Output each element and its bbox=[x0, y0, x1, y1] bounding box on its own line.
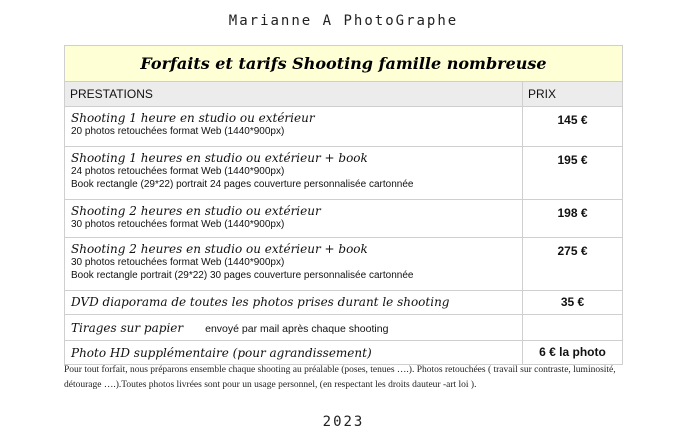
service-cell bbox=[65, 291, 523, 315]
column-header-prestations: PRESTATIONS bbox=[65, 82, 523, 107]
price-cell-empty bbox=[523, 315, 623, 341]
service-name: Shooting 1 heure en studio ou extérieur bbox=[71, 111, 315, 125]
price-cell: 35 € bbox=[523, 291, 623, 315]
table-row bbox=[65, 341, 623, 365]
service-name: Photo HD supplémentaire (pour agrandissement) bbox=[71, 345, 372, 360]
service-detail: 24 photos retouchées format Web (1440*900px) bbox=[71, 166, 285, 177]
table-row bbox=[65, 291, 623, 315]
price-cell: 145 € bbox=[523, 107, 623, 147]
table-row bbox=[65, 107, 623, 147]
service-detail: 20 photos retouchées format Web (1440*900px) bbox=[71, 126, 285, 137]
pricing-table bbox=[64, 45, 623, 365]
table-heading: Forfaits et tarifs Shooting famille nombreuse bbox=[65, 46, 623, 82]
service-name: Tirages sur papier bbox=[71, 320, 184, 335]
footnote: Pour tout forfait, nous préparons ensemble chaque shooting au préalable (poses, tenues ….). Photos retouchées ( travail sur contraste, luminosité, détourage ….).Toutes photos livrées sont pour un usage personnel, (en respectant les droits dauteur -art loi ). bbox=[64, 365, 616, 390]
footer-year: 2023 bbox=[322, 414, 365, 430]
column-header-prix: PRIX bbox=[523, 82, 623, 107]
price-cell: 275 € bbox=[523, 238, 623, 291]
service-detail: 30 photos retouchées format Web (1440*900px) bbox=[71, 257, 285, 268]
table-row bbox=[65, 238, 623, 291]
column-header-row bbox=[65, 82, 623, 107]
service-cell bbox=[65, 147, 523, 200]
table-row bbox=[65, 200, 623, 238]
service-name: Shooting 2 heures en studio ou extérieur + book bbox=[71, 242, 368, 256]
price-cell: 198 € bbox=[523, 200, 623, 238]
service-cell bbox=[65, 341, 523, 365]
service-note: envoyé par mail après chaque shooting bbox=[205, 322, 389, 335]
service-detail: 30 photos retouchées format Web (1440*900px) bbox=[71, 219, 285, 230]
service-cell bbox=[65, 238, 523, 291]
service-name: Shooting 1 heures en studio ou extérieur + book bbox=[71, 151, 368, 165]
service-name: DVD diaporama de toutes les photos prises durant le shooting bbox=[71, 295, 450, 309]
service-name: Shooting 2 heures en studio ou extérieur bbox=[71, 204, 321, 218]
service-name-wrap bbox=[71, 321, 388, 335]
service-cell bbox=[65, 315, 523, 341]
service-detail: Book rectangle portrait (29*22) 30 pages couverture personnalisée cartonnée bbox=[71, 269, 414, 281]
service-cell bbox=[65, 200, 523, 238]
table-row bbox=[65, 147, 623, 200]
price-cell: 6 € la photo bbox=[523, 341, 623, 365]
table-row bbox=[65, 315, 623, 341]
price-cell: 195 € bbox=[523, 147, 623, 200]
site-title: Marianne A PhotoGraphe bbox=[228, 13, 459, 29]
service-detail: Book rectangle (29*22) portrait 24 pages couverture personnalisée cartonnée bbox=[71, 178, 414, 190]
service-cell bbox=[65, 107, 523, 147]
